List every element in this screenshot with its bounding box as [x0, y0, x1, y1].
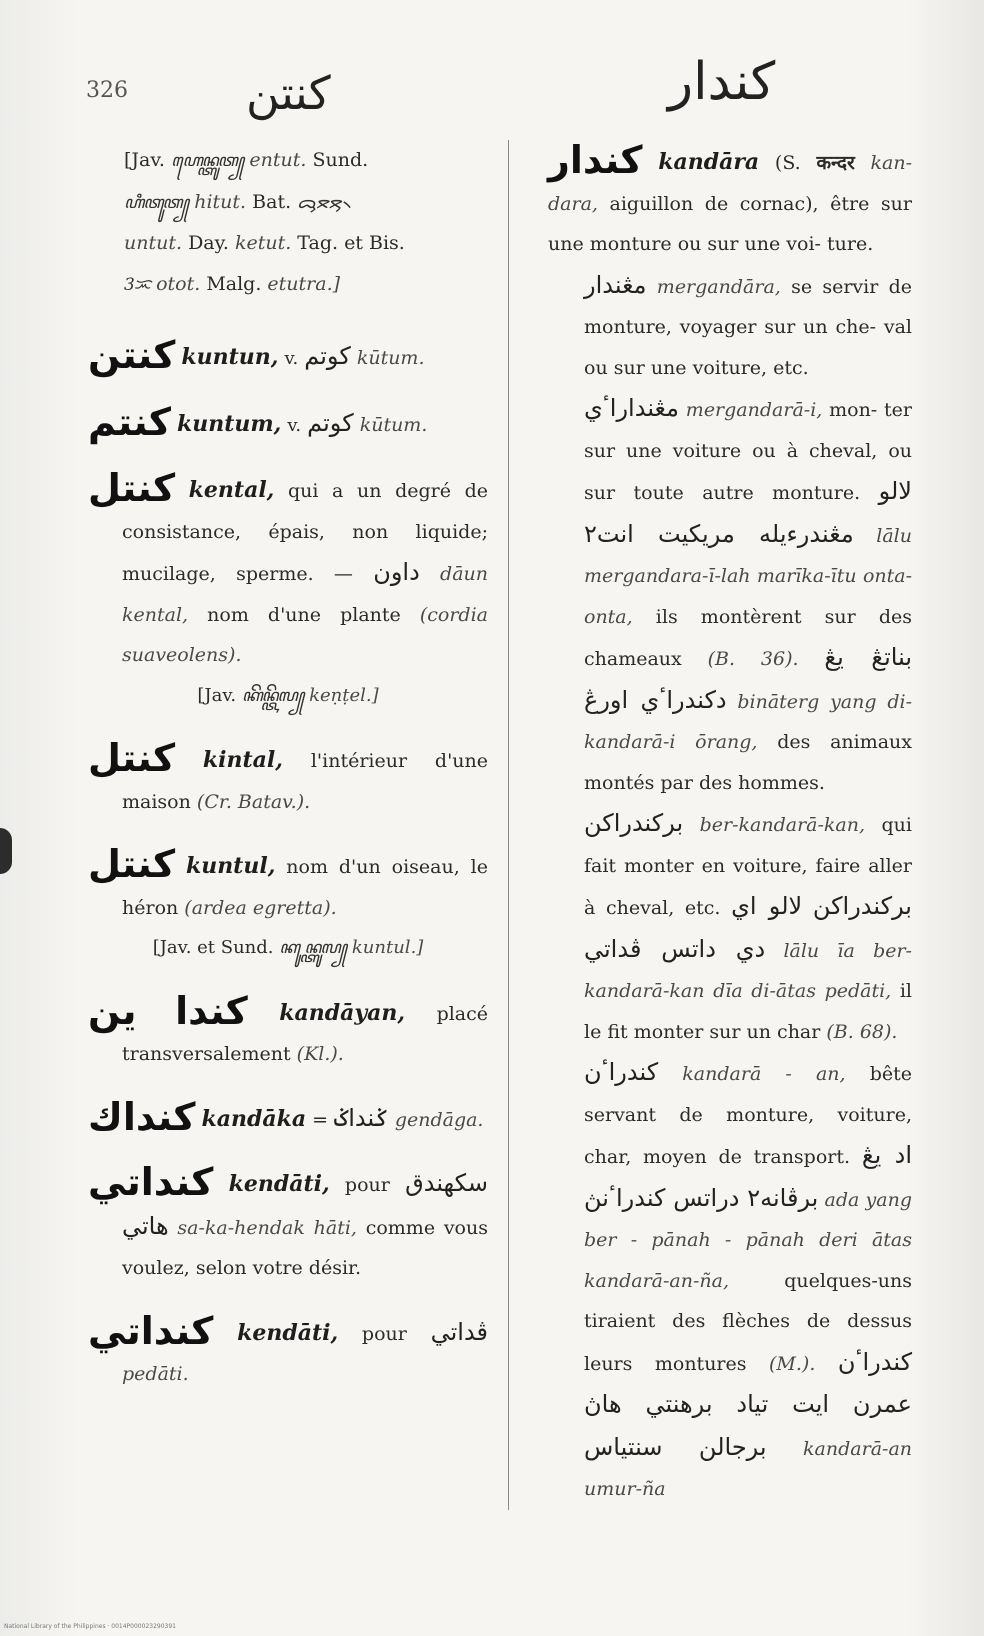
running-head-left: كنتن — [246, 66, 331, 120]
headword-arabic: كنداتي — [88, 1160, 214, 1204]
devanagari-script: कन्दर — [816, 152, 855, 174]
headword: kendāti, — [237, 1319, 339, 1346]
headword-arabic: كندا ين — [88, 988, 248, 1033]
headword: kuntul, — [185, 853, 276, 879]
headword: kandāka — [201, 1105, 307, 1132]
headword-arabic: كنتل — [88, 842, 176, 886]
entry-kuntun: كنتن kuntun, v. كوتم kūtum. — [88, 333, 425, 377]
headword-arabic: كنتل — [88, 466, 176, 510]
column-divider — [508, 140, 509, 1510]
headword-arabic: كنتم — [88, 399, 171, 444]
entry-kandara: كندار kandāra (S. कन्दर kan- dara, aiguillon de cornac), être sur une monture ou sur une voi- ture. — [548, 138, 913, 255]
headword-arabic: كنتل — [88, 736, 176, 780]
right-column — [548, 140, 912, 1510]
headword-arabic: كنتن — [88, 333, 176, 377]
entry-kental: كنتل kental, qui a un degré de consistance, épais, non liquide; mucilage, sperme. — داون dāun kental, nom d'une plante (cordia suaveolens). — [88, 466, 489, 666]
headword: kintal, — [202, 747, 283, 773]
running-head-right: كندار — [668, 52, 776, 112]
javanese-script: ꦏꦼꦤ꧀ꦠꦼꦭ꧀ — [241, 685, 304, 706]
cognates-kuntul: [Jav. et Sund. ꦏꦸꦤ꧀ꦠꦸꦭ꧀ kuntul.] — [88, 928, 488, 969]
sundanese-script: ꦲꦶꦠꦸꦠ꧀ — [124, 192, 189, 213]
subentry-mergandara: مڠندار mergandāra, se servir de monture, voyager sur un che- val ou sur une voiture, etc. — [584, 270, 912, 379]
headword: kuntum, — [176, 410, 282, 437]
entry-kandayan: كندا ين kandāyan, placé transversalement (Kl.). — [88, 988, 489, 1065]
batak-script: ᯅᯮᯖᯮᯖ᯲ — [297, 192, 351, 213]
headword-arabic: كندار — [548, 138, 643, 182]
subentry-kandara-an: کندراٴن kandarā - an, bête servant de monture, voiture, char, moyen de transport. اد يڠ برڤانه٢ دراتس کندراٴنڽ ada yang ber - pānah - pānah deri ātas kandarā-an-ña, quelques-uns tiraient des flèches de dessus leurs montures (M.). کندراٴن عمرن ايت تياد برهنتي هاڽ سنتياس برجالن kandarā-an umur-ña — [584, 1058, 913, 1500]
headword: kendāti, — [228, 1171, 330, 1197]
entry-kuntul: كنتل kuntul, nom d'un oiseau, le héron (ardea egretta). — [88, 842, 488, 919]
cognates-kental: [Jav. ꦏꦼꦤ꧀ꦠꦼꦭ꧀ keṇṭel.] — [88, 676, 488, 717]
headword: kandāyan, — [279, 999, 406, 1026]
binding-shadow — [0, 828, 12, 874]
cognates-entut: [Jav. ꦲꦺꦤ꧀ꦠꦸꦠ꧀ entut. Sund. ꦲꦶꦠꦸꦠ꧀ hitut. Bat. ᯅᯮᯖᯮᯖ᯲ untut. Day. ketut. Tag. et Bis. 3ᜁ otot. Malg. etutra.] — [88, 140, 488, 305]
entry-kintal: كنتل kintal, l'intérieur d'une maison (Cr. Batav.). — [88, 736, 489, 813]
entry-kandaka: كنداك kandāka = ݢنداݢ gendāga. — [88, 1094, 484, 1139]
headword-arabic: كنداتي — [88, 1308, 214, 1353]
entry-kendati-2: كنداتي kendāti, pour ڤداتي pedāti. — [88, 1308, 489, 1385]
headword: kuntun, — [181, 344, 279, 370]
entry-kendati-1: كنداتي kendāti, pour سکهندق هاتي sa-ka-hendak hāti, comme vous voulez, selon votre désir. — [88, 1160, 488, 1279]
headword-arabic: كنداك — [88, 1094, 196, 1139]
subentry-ber-kandara-kan: برکندراکن ber-kandarā-kan, qui fait monter en voiture, faire aller à cheval, etc. لالو اي برکندراکن دي داتس ڤداتي lālu īa ber-kandarā-kan dīa di-ātas pedāti, il le fit monter sur un char (B. 68). — [584, 809, 912, 1043]
subentry-mergandara-i: مڠنداراٴي mergandarā-i, mon- ter sur une voiture ou à cheval, ou sur toute autre monture. لالو مڠندرءيله مريکيت انت٢ lālu mergandara-ī-lah marīka-ītu onta-onta, ils montèrent sur des chameaux (B. 36). بناتڠ يڠ دکندراٴي اورڠ bināterg yang di- kandarā-i ōrang, des animaux montés par des hommes. — [584, 394, 913, 794]
footer-watermark: National Library of the Philippines · 0014P000023290391 — [4, 1623, 176, 1630]
headword: kental, — [188, 477, 275, 503]
page-number: 326 — [86, 78, 128, 103]
tagalog-script: 3ᜁ — [124, 274, 151, 295]
left-column — [88, 140, 488, 1395]
javanese-script: ꦏꦸꦤ꧀ꦠꦸꦭ꧀ — [279, 938, 347, 958]
javanese-script: ꦲꦺꦤ꧀ꦠꦸꦠ꧀ — [170, 151, 244, 171]
headword: kandāra — [658, 149, 760, 175]
entry-kuntum: كنتم kuntum, v. كوتم kūtum. — [88, 399, 428, 444]
